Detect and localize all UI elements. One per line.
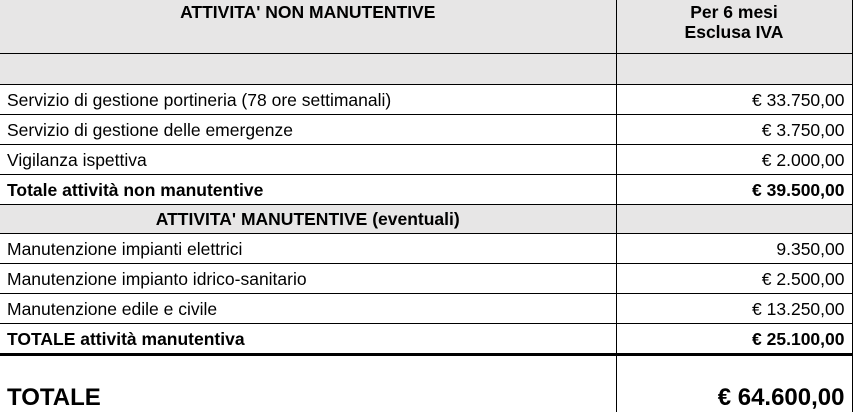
subtotal-label: TOTALE attività manutentiva <box>0 324 616 355</box>
header-period-line2: Esclusa IVA <box>684 22 784 42</box>
subtotal-label: Totale attività non manutentive <box>0 175 616 205</box>
subtotal-amount: € 39.500,00 <box>616 175 852 205</box>
header-activities-label: ATTIVITA' NON MANUTENTIVE <box>180 2 436 22</box>
section-title-empty-cell <box>616 205 852 234</box>
table-row <box>0 85 852 115</box>
table-row <box>0 264 852 294</box>
grand-total-label: TOTALE <box>0 355 616 413</box>
row-amount: 9.350,00 <box>616 234 852 264</box>
header-period-line1: Per 6 mesi <box>690 2 778 22</box>
grand-total-amount: € 64.600,00 <box>616 355 852 413</box>
row-amount: € 2.000,00 <box>616 145 852 175</box>
subtotal-row-maintenance <box>0 324 852 355</box>
table-row <box>0 294 852 324</box>
subtotal-amount: € 25.100,00 <box>616 324 852 355</box>
table-row <box>0 145 852 175</box>
spacer-row <box>0 54 852 85</box>
row-label: Manutenzione impianti elettrici <box>0 234 616 264</box>
header-period <box>616 0 852 54</box>
section-title: ATTIVITA' MANUTENTIVE (eventuali) <box>0 205 616 234</box>
table-row <box>0 115 852 145</box>
row-label: Servizio di gestione delle emergenze <box>0 115 616 145</box>
spacer-cell-right <box>616 54 852 85</box>
row-amount: € 33.750,00 <box>616 85 852 115</box>
spacer-cell-left <box>0 54 616 85</box>
section-header-row <box>0 205 852 234</box>
table-row <box>0 234 852 264</box>
grand-total-row <box>0 355 852 413</box>
row-label: Vigilanza ispettiva <box>0 145 616 175</box>
row-label: Servizio di gestione portineria (78 ore settimanali) <box>0 85 616 115</box>
table-header-row <box>0 0 852 54</box>
row-label: Manutenzione edile e civile <box>0 294 616 324</box>
row-amount: € 13.250,00 <box>616 294 852 324</box>
row-amount: € 2.500,00 <box>616 264 852 294</box>
subtotal-row-non-maintenance <box>0 175 852 205</box>
row-label: Manutenzione impianto idrico-sanitario <box>0 264 616 294</box>
header-activities <box>0 0 616 54</box>
row-amount: € 3.750,00 <box>616 115 852 145</box>
